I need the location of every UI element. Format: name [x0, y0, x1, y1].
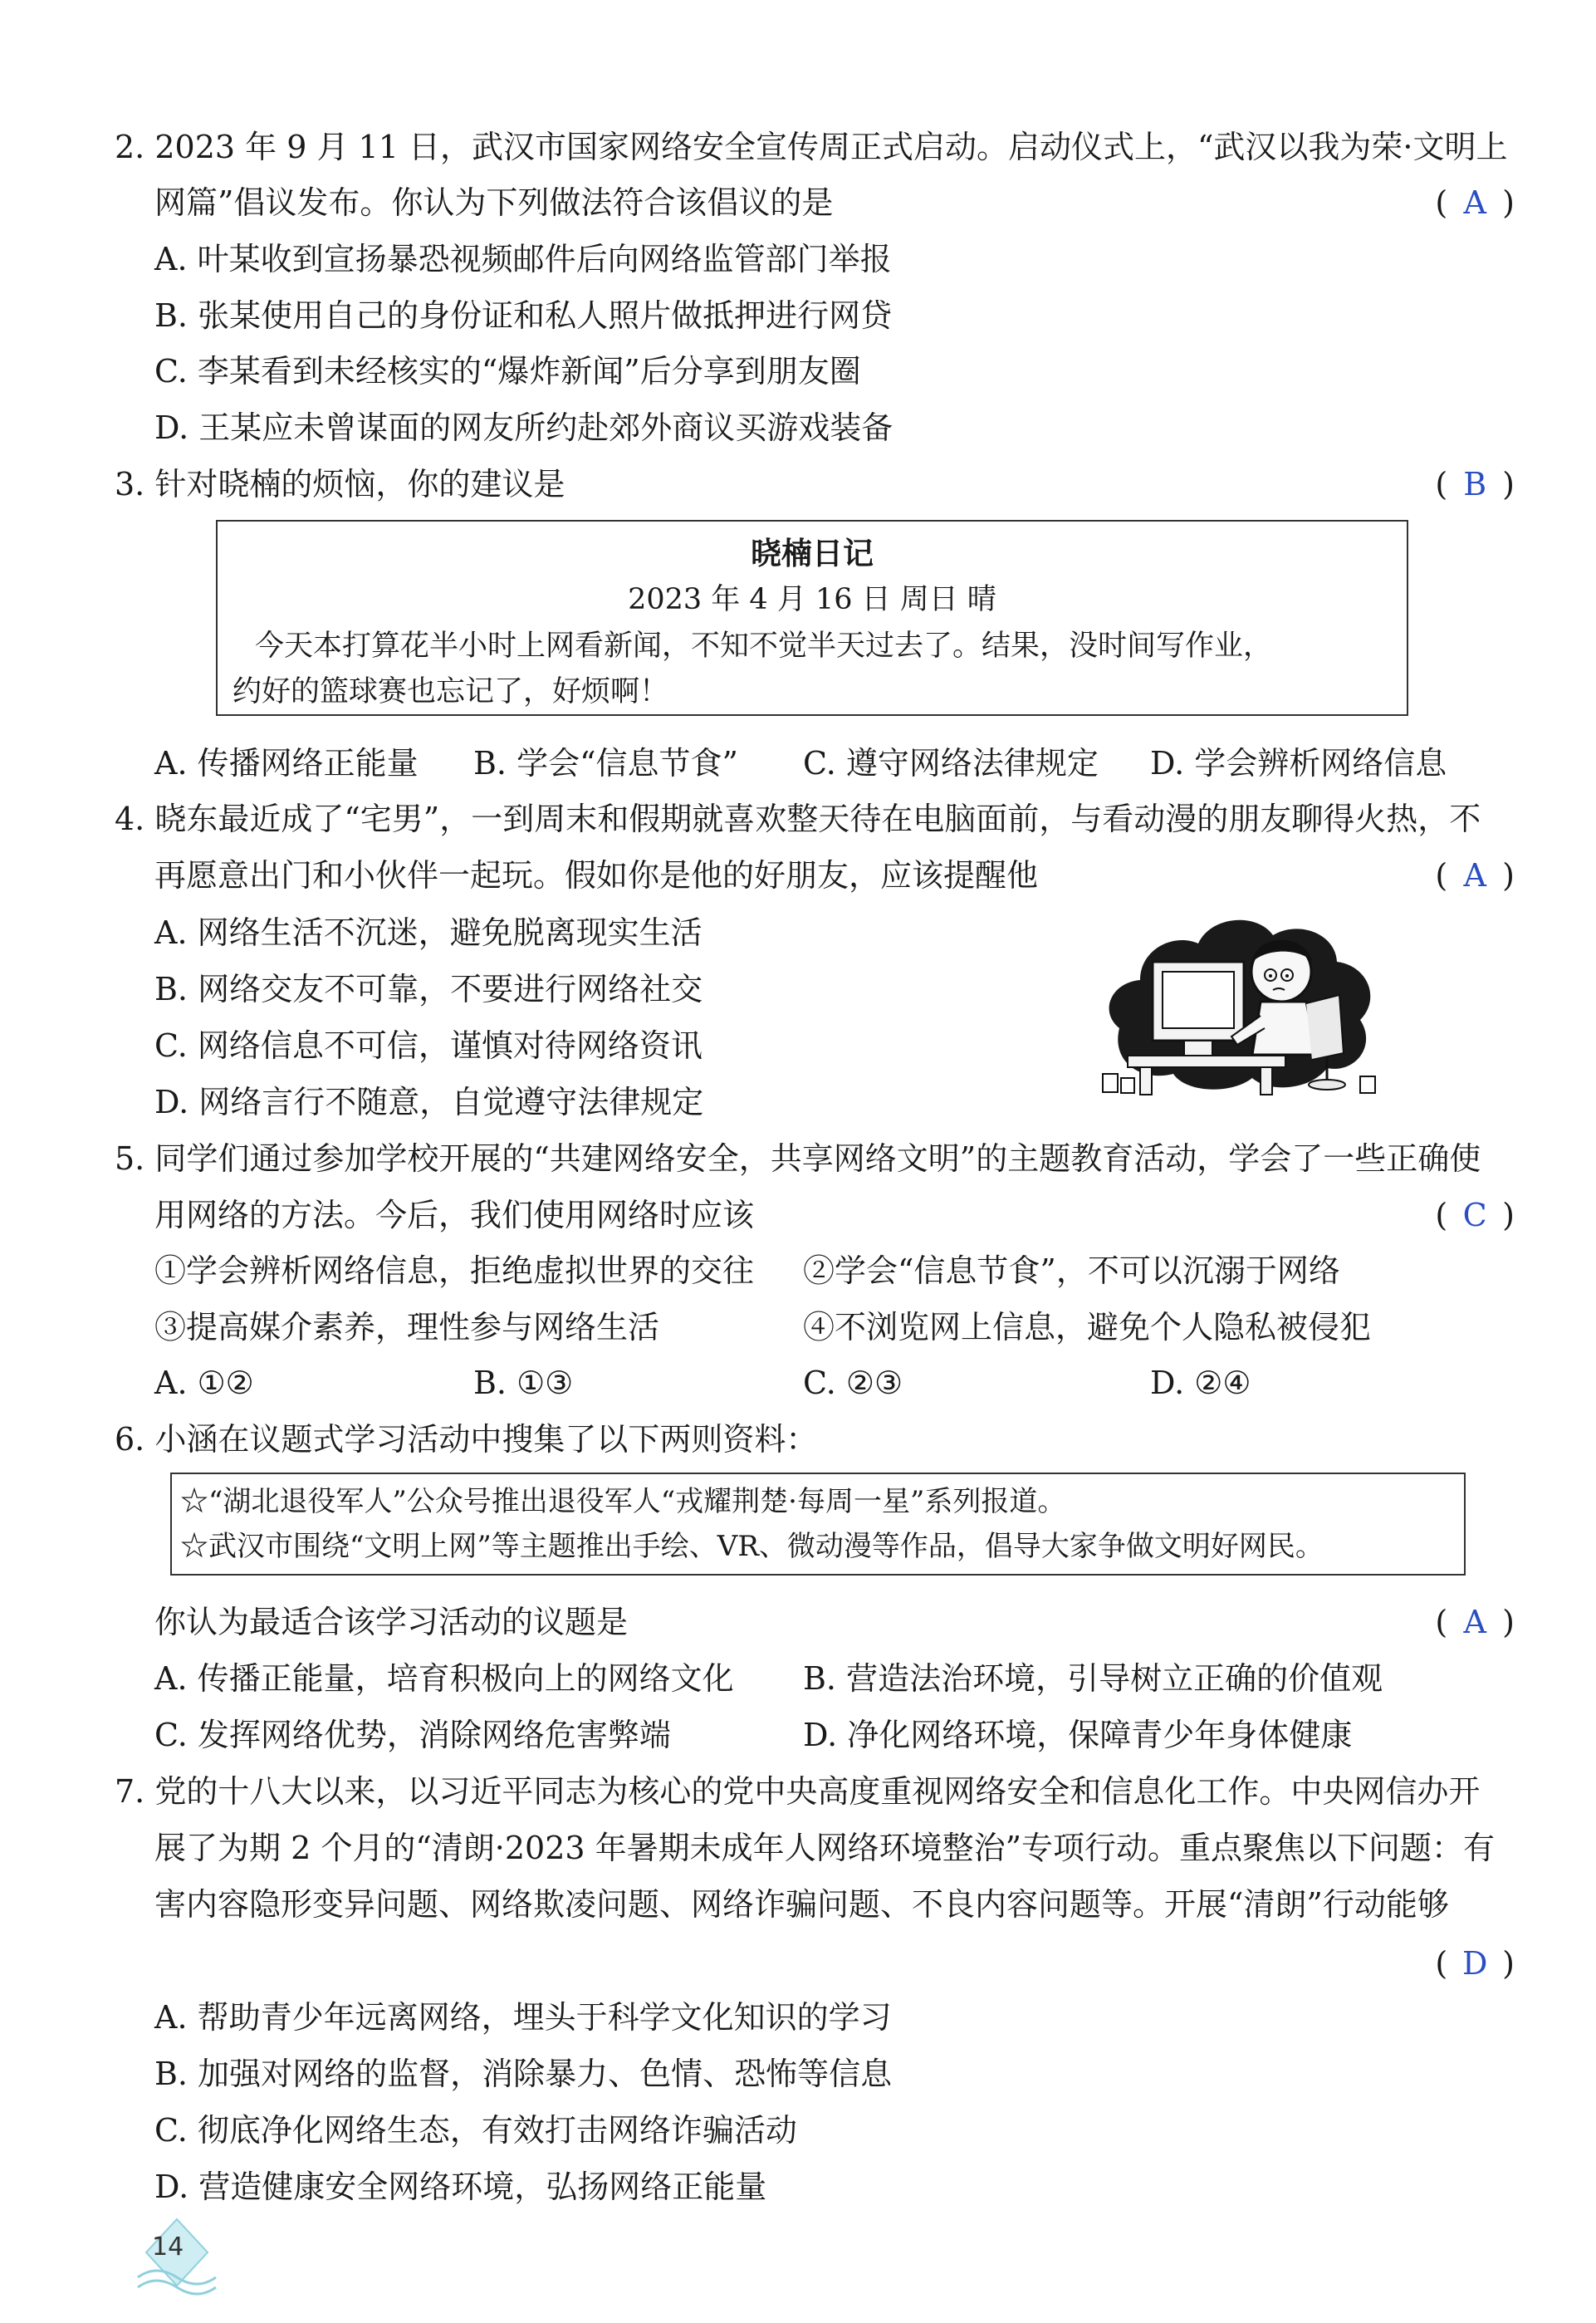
page-number: 14 [152, 2232, 184, 2262]
q3-diary-line2: 约好的篮球赛也忘记了，好烦啊！ [233, 675, 669, 708]
q6-option-a: A. 传播正能量，培育积极向上的网络文化 [154, 1660, 734, 1697]
q5-answer: ( C ) [1435, 1197, 1515, 1233]
q2-answer: ( A ) [1435, 184, 1515, 221]
q7-option-b: B. 加强对网络的监督，消除暴力、色情、恐怖等信息 [154, 2056, 893, 2092]
q2-option-c: C. 李某看到未经核实的“爆炸新闻”后分享到朋友圈 [154, 353, 861, 390]
q6-option-b: B. 营造法治环境，引导树立正确的价值观 [803, 1660, 1383, 1697]
q4-option-d: D. 网络言行不随意，自觉遵守法律规定 [154, 1084, 704, 1120]
q5-item-1: ①学会辨析网络信息，拒绝虚拟世界的交往 [154, 1252, 755, 1289]
q6-option-c: C. 发挥网络优势，消除网络危害弊端 [154, 1717, 671, 1753]
q7-answer-letter: D [1461, 1945, 1488, 1982]
q2-answer-letter: A [1463, 184, 1486, 221]
q4-stem-line2: 再愿意出门和小伙伴一起玩。假如你是他的好朋友，应该提醒他 [154, 857, 1039, 894]
q6-material-2: ☆武汉市围绕“文明上网”等主题推出手绘、VR、微动漫等作品，倡导大家争做文明好网民。 [180, 1530, 1324, 1563]
q4-option-c: C. 网络信息不可信，谨慎对待网络资讯 [154, 1027, 703, 1064]
q7-option-d: D. 营造健康安全网络环境，弘扬网络正能量 [154, 2169, 767, 2205]
q3-answer: ( B ) [1435, 466, 1515, 502]
q4-answer-letter: A [1463, 857, 1486, 894]
q6-option-d: D. 净化网络环境，保障青少年身体健康 [803, 1717, 1353, 1753]
q5-option-b: B. ①③ [473, 1365, 574, 1401]
q5-option-c: C. ②③ [803, 1365, 903, 1401]
q7-answer: ( D ) [1435, 1945, 1515, 1982]
q4-stem-line1: 4. 晓东最近成了“宅男”，一到周末和假期就喜欢整天待在电脑面前，与看动漫的朋友聊得火热，不 [115, 801, 1481, 837]
q6-material-1: ☆“湖北退役军人”公众号推出退役军人“戎耀荆楚·每周一星”系列报道。 [180, 1485, 1066, 1518]
q3-option-b: B. 学会“信息节食” [473, 745, 738, 782]
q3-diary-box [216, 520, 1408, 716]
q5-item-4: ④不浏览网上信息，避免个人隐私被侵犯 [803, 1309, 1372, 1345]
q3-diary-title: 晓楠日记 [751, 536, 874, 571]
q3-option-c: C. 遵守网络法律规定 [803, 745, 1099, 782]
q3-option-d: D. 学会辨析网络信息 [1150, 745, 1447, 782]
q5-stem-line2: 用网络的方法。今后，我们使用网络时应该 [154, 1197, 755, 1233]
q2-option-b: B. 张某使用自己的身份证和私人照片做抵押进行网贷 [154, 297, 893, 334]
q5-option-a: A. ①② [154, 1365, 254, 1401]
q6-material-box [170, 1473, 1466, 1576]
q2-stem-line1: 2. 2023 年 9 月 11 日，武汉市国家网络安全宣传周正式启动。启动仪式上，“武汉以我为荣·文明上 [115, 129, 1508, 165]
q2-stem-line2: 网篇”倡议发布。你认为下列做法符合该倡议的是 [154, 184, 834, 221]
q5-option-d: D. ②④ [1150, 1365, 1251, 1401]
q5-answer-letter: C [1462, 1197, 1487, 1233]
q3-diary-line1: 今天本打算花半小时上网看新闻，不知不觉半天过去了。结果，没时间写作业， [255, 630, 1273, 663]
q2-option-a: A. 叶某收到宣扬暴恐视频邮件后向网络监管部门举报 [154, 241, 892, 277]
q3-option-a: A. 传播网络正能量 [154, 745, 419, 782]
q5-stem-line1: 5. 同学们通过参加学校开展的“共建网络安全，共享网络文明”的主题教育活动，学会了一些正确使 [115, 1140, 1481, 1177]
q6-answer: ( A ) [1435, 1604, 1515, 1640]
q7-option-c: C. 彻底净化网络生态，有效打击网络诈骗活动 [154, 2112, 797, 2149]
q6-answer-letter: A [1463, 1604, 1486, 1640]
q7-stem-line2: 展了为期 2 个月的“清朗·2023 年暑期未成年人网络环境整治”专项行动。重点聚焦以下问题：有 [154, 1830, 1496, 1866]
boy-at-computer-illustration [1094, 904, 1387, 1103]
q4-answer: ( A ) [1435, 857, 1515, 894]
q6-question: 你认为最适合该学习活动的议题是 [154, 1604, 629, 1640]
q5-item-2: ②学会“信息节食”，不可以沉溺于网络 [803, 1252, 1340, 1289]
q7-option-a: A. 帮助青少年远离网络，埋头于科学文化知识的学习 [154, 1999, 892, 2036]
q4-option-b: B. 网络交友不可靠，不要进行网络社交 [154, 971, 703, 1007]
q7-stem-line3: 害内容隐形变异问题、网络欺凌问题、网络诈骗问题、不良内容问题等。开展“清朗”行动能够 [154, 1886, 1449, 1923]
q3-diary-date: 2023 年 4 月 16 日 周日 晴 [628, 583, 996, 616]
q3-answer-letter: B [1463, 466, 1487, 502]
q5-item-3: ③提高媒介素养，理性参与网络生活 [154, 1309, 660, 1345]
q4-option-a: A. 网络生活不沉迷，避免脱离现实生活 [154, 914, 703, 951]
q7-stem-line1: 7. 党的十八大以来，以习近平同志为核心的党中央高度重视网络安全和信息化工作。中央网信办开 [115, 1773, 1481, 1810]
q6-stem: 6. 小涵在议题式学习活动中搜集了以下两则资料： [115, 1421, 818, 1458]
q3-stem: 3. 针对晓楠的烦恼，你的建议是 [115, 466, 565, 502]
q2-option-d: D. 王某应未曾谋面的网友所约赴郊外商议买游戏装备 [154, 409, 893, 446]
